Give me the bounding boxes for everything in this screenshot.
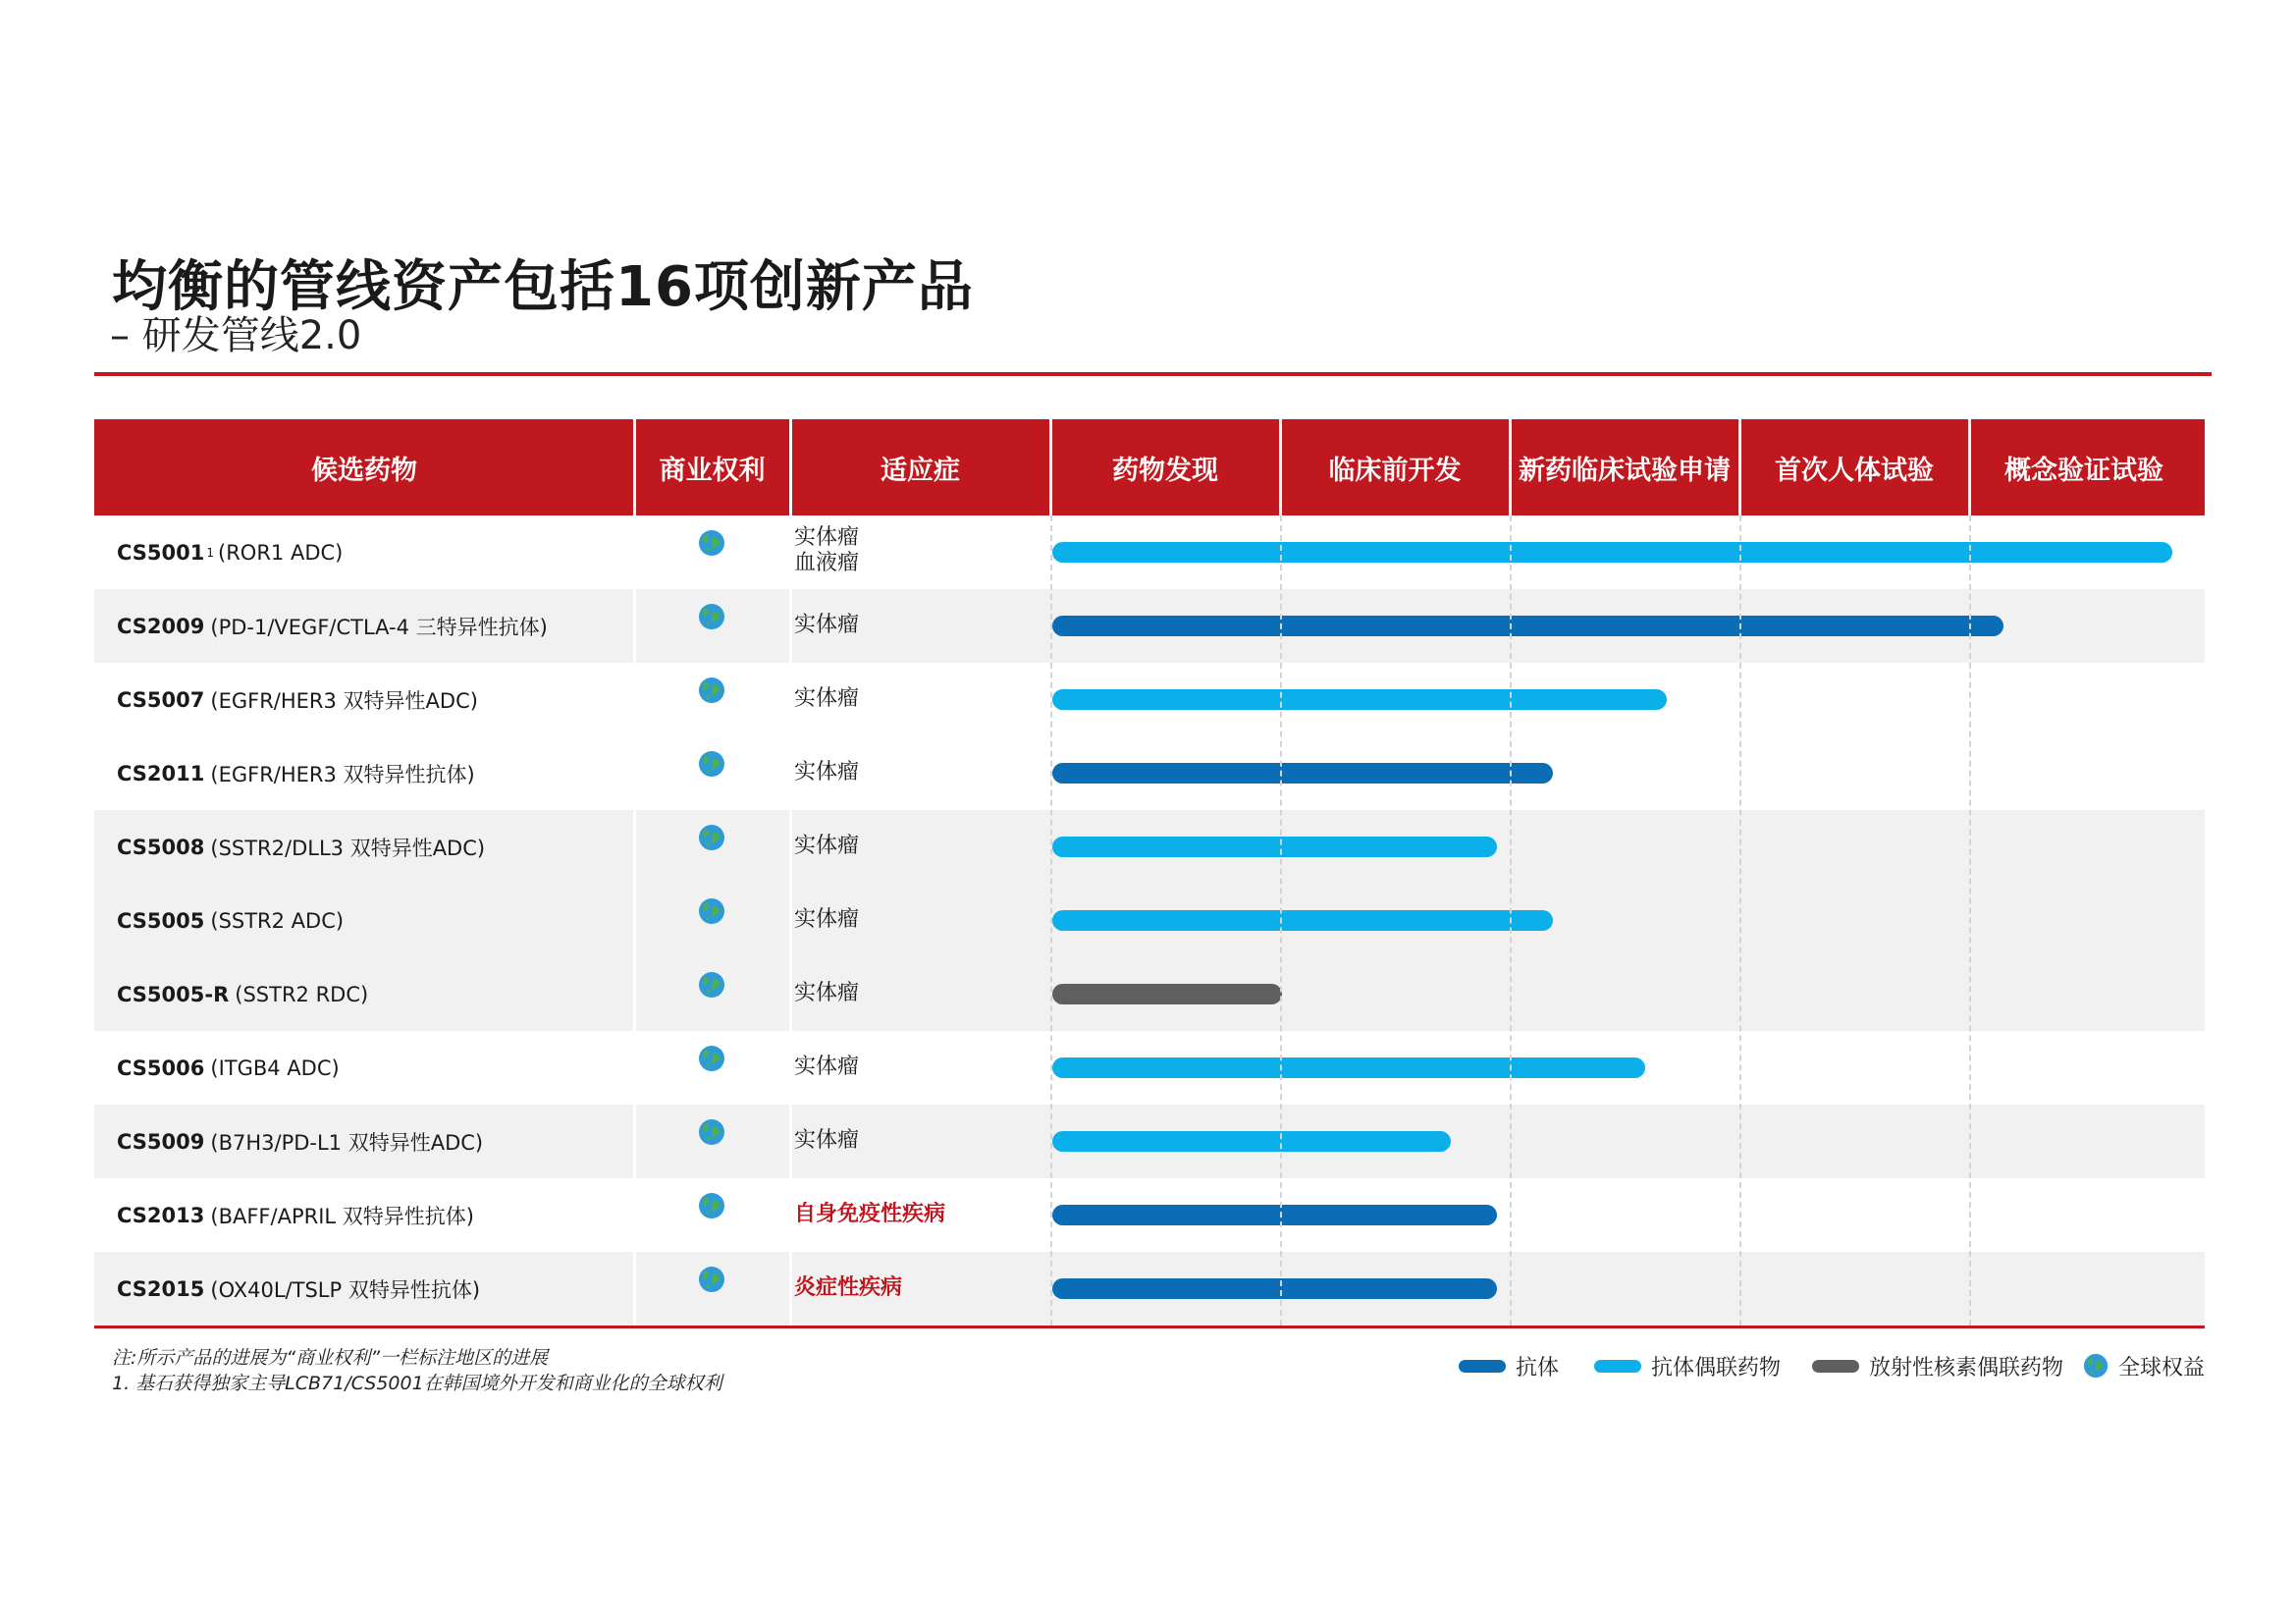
- candidate-target: (EGFR/HER3 双特异性ADC): [210, 688, 478, 713]
- table-row: [94, 1252, 2205, 1326]
- progress-bar-adc: [1052, 910, 1553, 931]
- indication: [794, 613, 859, 638]
- candidate-name: [117, 1031, 340, 1105]
- indication-item: 实体瘤: [794, 981, 860, 1005]
- candidate-target: (EGFR/HER3 双特异性抗体): [210, 762, 475, 786]
- pipeline-table: [94, 419, 2205, 1326]
- indication: [794, 1055, 859, 1080]
- indication: [794, 760, 859, 785]
- legend-label: 全球权益: [2118, 1355, 2206, 1380]
- phase-gridline: [1280, 515, 1282, 1326]
- table-row: [94, 515, 2205, 589]
- title-divider: [94, 372, 2212, 376]
- candidate-code: CS2013: [117, 1203, 205, 1227]
- indication-item: 实体瘤: [794, 907, 860, 932]
- candidate-code: CS5005-R: [117, 982, 230, 1006]
- indication-item: 炎症性疾病: [794, 1275, 903, 1300]
- phase-gridline: [1050, 515, 1052, 1326]
- table-row: [94, 1105, 2205, 1178]
- candidate-code: CS2015: [117, 1276, 205, 1301]
- progress-bar-antibody: [1052, 763, 1553, 784]
- candidate-name: [117, 884, 344, 957]
- legend-swatch: [1459, 1360, 1506, 1373]
- candidate-code: CS5005: [117, 908, 205, 933]
- candidate-name: [117, 1178, 474, 1252]
- table-header: [94, 419, 2205, 515]
- globe-icon: [698, 1045, 725, 1072]
- table-row: [94, 1178, 2205, 1252]
- indication: [794, 525, 859, 576]
- candidate-name: [117, 957, 368, 1031]
- candidate-name: [117, 589, 548, 663]
- header-separator: [633, 419, 636, 515]
- legend-item-adc: [1594, 1351, 1781, 1380]
- header-separator: [1509, 419, 1512, 515]
- globe-icon: [698, 1118, 725, 1146]
- candidate-target: (ROR1 ADC): [218, 540, 344, 565]
- candidate-target: (PD-1/VEGF/CTLA-4 三特异性抗体): [210, 615, 548, 639]
- indication-item: 自身免疫性疾病: [794, 1202, 946, 1226]
- table-row: [94, 1031, 2205, 1105]
- legend-swatch: [1594, 1360, 1641, 1373]
- candidate-name: [117, 810, 485, 884]
- indication-item: 实体瘤: [794, 613, 860, 637]
- header-separator: [1279, 419, 1282, 515]
- column-header-0: 候选药物: [311, 455, 417, 486]
- column-separator: [789, 515, 792, 1326]
- column-header-4: 临床前开发: [1328, 455, 1462, 486]
- candidate-code: CS5008: [117, 835, 205, 859]
- candidate-target: (SSTR2 RDC): [235, 982, 369, 1006]
- header-separator: [1738, 419, 1741, 515]
- globe-icon: [2083, 1353, 2109, 1379]
- candidate-code: CS5009: [117, 1129, 205, 1154]
- indication-item: 实体瘤: [794, 834, 860, 858]
- indication-item: 实体瘤: [794, 1055, 860, 1079]
- header-separator: [1968, 419, 1971, 515]
- indication: [794, 981, 859, 1006]
- legend-item-antibody: [1459, 1351, 1559, 1380]
- indication-item: 血液瘤: [794, 551, 860, 575]
- candidate-code: CS5006: [117, 1056, 205, 1080]
- indication-item: 实体瘤: [794, 760, 860, 785]
- globe-icon: [698, 824, 725, 851]
- column-header-2: 适应症: [881, 455, 960, 486]
- progress-bar-adc: [1052, 1131, 1451, 1152]
- indication: [794, 1202, 945, 1227]
- legend-label: 放射性核素偶联药物: [1869, 1355, 2064, 1380]
- candidate-target: (OX40L/TSLP 双特异性抗体): [210, 1277, 481, 1302]
- legend-label: 抗体偶联药物: [1651, 1355, 1782, 1380]
- globe-icon: [698, 750, 725, 778]
- column-separator: [633, 515, 636, 1326]
- candidate-name: [117, 1252, 480, 1326]
- page-subtitle: – 研发管线2.0: [110, 313, 362, 358]
- indication: [794, 686, 859, 712]
- candidate-name: [117, 1105, 483, 1178]
- progress-bar-adc: [1052, 542, 2172, 563]
- page-title: 均衡的管线资产包括16项创新产品: [112, 255, 974, 319]
- table-bottom-divider: [94, 1326, 2205, 1328]
- indication: [794, 1275, 902, 1301]
- globe-icon: [698, 897, 725, 925]
- globe-icon: [698, 1192, 725, 1219]
- table-row: [94, 663, 2205, 736]
- table-row: [94, 884, 2205, 957]
- indication-item: 实体瘤: [794, 1128, 860, 1153]
- progress-bar-antibody: [1052, 1278, 1497, 1299]
- progress-bar-antibody: [1052, 616, 2003, 636]
- header-separator: [789, 419, 792, 515]
- legend-label: 抗体: [1516, 1355, 1560, 1380]
- globe-icon: [698, 971, 725, 999]
- table-body: [94, 515, 2205, 1326]
- column-header-3: 药物发现: [1112, 455, 1218, 486]
- footnote-1: 1. 基石获得独家主导LCB71/CS5001在韩国境外开发和商业化的全球权利: [112, 1373, 722, 1394]
- indication-item: 实体瘤: [794, 525, 860, 550]
- column-header-1: 商业权利: [659, 455, 766, 486]
- progress-bar-antibody: [1052, 1205, 1497, 1225]
- candidate-code: CS2011: [117, 761, 205, 785]
- indication: [794, 1128, 859, 1154]
- phase-gridline: [1510, 515, 1512, 1326]
- candidate-code: CS5001: [117, 540, 205, 565]
- candidate-target: (SSTR2/DLL3 双特异性ADC): [210, 836, 486, 860]
- footnote-marker: 1: [206, 545, 215, 560]
- candidate-target: (BAFF/APRIL 双特异性抗体): [210, 1204, 474, 1228]
- column-header-6: 首次人体试验: [1775, 455, 1934, 486]
- progress-bar-adc: [1052, 837, 1497, 857]
- globe-icon: [698, 603, 725, 630]
- globe-icon: [698, 1266, 725, 1293]
- progress-bar-rdc: [1052, 984, 1282, 1004]
- legend-item-globe: [2083, 1351, 2205, 1380]
- column-header-5: 新药临床试验申请: [1519, 455, 1731, 486]
- table-row: [94, 957, 2205, 1031]
- table-row: [94, 589, 2205, 663]
- globe-icon: [698, 529, 725, 557]
- indication-item: 实体瘤: [794, 686, 860, 711]
- candidate-code: CS2009: [117, 614, 205, 638]
- candidate-target: (ITGB4 ADC): [210, 1056, 340, 1080]
- candidate-target: (B7H3/PD-L1 双特异性ADC): [210, 1130, 484, 1155]
- legend-swatch: [1812, 1360, 1859, 1373]
- progress-bar-adc: [1052, 689, 1667, 710]
- candidate-name: [117, 663, 478, 736]
- footnotes: [112, 1345, 722, 1396]
- candidate-code: CS5007: [117, 687, 205, 712]
- legend-item-rdc: [1812, 1351, 2063, 1380]
- phase-gridline: [1739, 515, 1741, 1326]
- indication: [794, 834, 859, 859]
- candidate-target: (SSTR2 ADC): [210, 908, 345, 933]
- footnote-scope: 注:所示产品的进展为“商业权利”一栏标注地区的进展: [112, 1347, 549, 1369]
- candidate-name: [117, 736, 475, 810]
- table-row: [94, 810, 2205, 884]
- table-row: [94, 736, 2205, 810]
- globe-icon: [698, 677, 725, 704]
- column-header-7: 概念验证试验: [2004, 455, 2163, 486]
- candidate-name: [117, 515, 343, 589]
- progress-bar-adc: [1052, 1057, 1645, 1078]
- header-separator: [1049, 419, 1052, 515]
- indication: [794, 907, 859, 933]
- phase-gridline: [1969, 515, 1971, 1326]
